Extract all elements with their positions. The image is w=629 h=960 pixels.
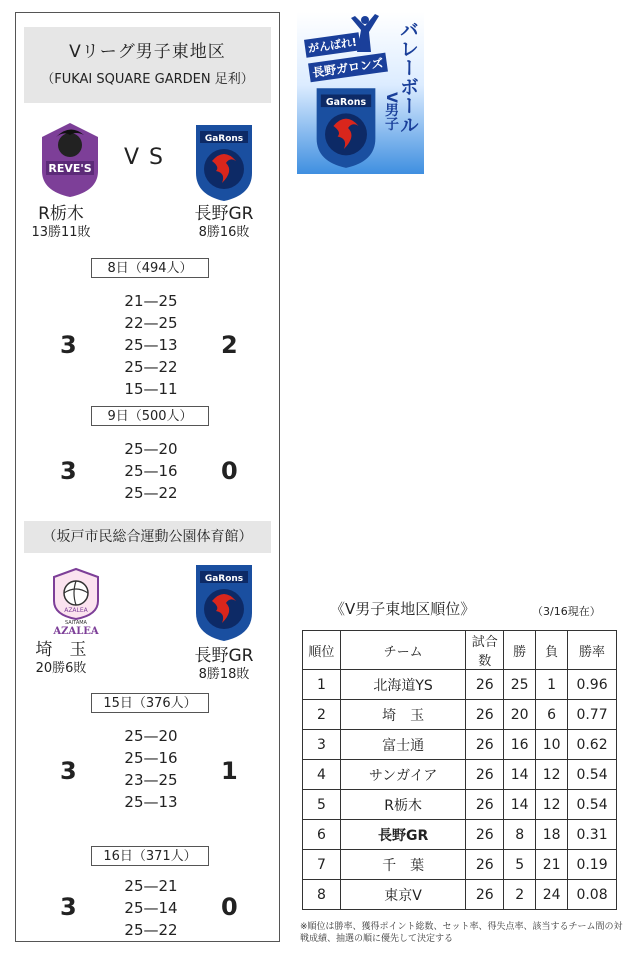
m1-day2-label: 9日（500人） xyxy=(91,406,209,426)
table-row xyxy=(303,790,617,820)
col-header: 順位 xyxy=(303,631,341,670)
cell: 0.19 xyxy=(568,850,617,880)
standings-date: （3/16現在） xyxy=(532,605,601,618)
set-score: 25—16 xyxy=(124,749,178,767)
table-row xyxy=(303,850,617,880)
cell: 1 xyxy=(536,670,568,700)
cell: 長野GR xyxy=(340,820,465,850)
m2-day1-home-score: 3 xyxy=(60,757,77,785)
cell: 0.31 xyxy=(568,820,617,850)
cell: 0.96 xyxy=(568,670,617,700)
cell: 18 xyxy=(536,820,568,850)
m1-day2-away-score: 0 xyxy=(221,457,238,485)
m1-home-record: 13勝11敗 xyxy=(31,225,91,240)
cell: 26 xyxy=(466,820,504,850)
col-header: チーム xyxy=(340,631,465,670)
cell: 7 xyxy=(303,850,341,880)
cell: 富士通 xyxy=(340,730,465,760)
m2-away-record: 8勝18敗 xyxy=(198,667,250,682)
col-header: 勝率 xyxy=(568,631,617,670)
m2-day1-label: 15日（376人） xyxy=(91,693,209,713)
set-score: 15—11 xyxy=(124,380,178,398)
m1-home-name: R栃木 xyxy=(38,204,84,224)
cell: 0.62 xyxy=(568,730,617,760)
league-title: Vリーグ男子東地区 xyxy=(69,42,226,62)
m1-away-name: 長野GR xyxy=(194,204,254,224)
m2-day2-label: 16日（371人） xyxy=(91,846,209,866)
m1-day2-home-score: 3 xyxy=(60,457,77,485)
set-score: 21—25 xyxy=(124,292,178,310)
svg-text:GaRons: GaRons xyxy=(325,96,367,108)
table-header-row xyxy=(303,631,617,670)
cell: R栃木 xyxy=(340,790,465,820)
m2-day1-sets xyxy=(111,725,191,813)
set-score: 23—25 xyxy=(124,771,178,789)
svg-text:SAITAMA: SAITAMA xyxy=(65,620,87,626)
cell: 6 xyxy=(536,700,568,730)
garons-logo xyxy=(192,121,256,207)
m2-home-record: 20勝6敗 xyxy=(35,661,87,676)
cell: サンガイア xyxy=(340,760,465,790)
cell: 16 xyxy=(504,730,536,760)
m1-away-record: 8勝16敗 xyxy=(198,225,250,240)
promo-vertical: バレーボール xyxy=(397,20,419,134)
m1-day1-label: 8日（494人） xyxy=(91,258,209,278)
cell: 4 xyxy=(303,760,341,790)
table-row xyxy=(303,880,617,910)
m2-home-name: 埼 玉 xyxy=(35,640,87,660)
cell: 1 xyxy=(303,670,341,700)
m1-day1-home-score: 3 xyxy=(60,331,77,359)
table-row xyxy=(303,700,617,730)
azalea-logo xyxy=(46,565,106,639)
promo-line1: がんばれ! xyxy=(304,32,361,57)
cell: 26 xyxy=(466,700,504,730)
table-row xyxy=(303,730,617,760)
vs-label: VS xyxy=(124,145,174,170)
cell: 12 xyxy=(536,790,568,820)
cell: 26 xyxy=(466,850,504,880)
cell: 8 xyxy=(303,880,341,910)
cell: 埼 玉 xyxy=(340,700,465,730)
svg-text:AZALEA: AZALEA xyxy=(64,607,88,614)
m2-day2-home-score: 3 xyxy=(60,893,77,921)
cell: 21 xyxy=(536,850,568,880)
m2-day2-away-score: 0 xyxy=(221,893,238,921)
cell: 0.77 xyxy=(568,700,617,730)
set-score: 25—22 xyxy=(124,921,178,939)
set-score: 25—13 xyxy=(124,336,178,354)
promo-line2: 長野ガロンズ xyxy=(308,53,388,83)
m1-day2-sets xyxy=(111,438,191,504)
cell: 5 xyxy=(303,790,341,820)
m2-day2-sets xyxy=(111,875,191,941)
cell: 0.54 xyxy=(568,790,617,820)
cell: 0.54 xyxy=(568,760,617,790)
svg-text:GaRons: GaRons xyxy=(204,134,244,144)
set-score: 25—20 xyxy=(124,727,178,745)
cell: 2 xyxy=(303,700,341,730)
cell: 3 xyxy=(303,730,341,760)
col-header: 負 xyxy=(536,631,568,670)
set-score: 25—22 xyxy=(124,484,178,502)
svg-text:AZALEA: AZALEA xyxy=(53,626,99,635)
cell: 6 xyxy=(303,820,341,850)
cell: 26 xyxy=(466,730,504,760)
cell: 12 xyxy=(536,760,568,790)
set-score: 25—22 xyxy=(124,358,178,376)
cell: 14 xyxy=(504,760,536,790)
cell: 千 葉 xyxy=(340,850,465,880)
cell: 24 xyxy=(536,880,568,910)
set-score: 22—25 xyxy=(124,314,178,332)
m2-away-name: 長野GR xyxy=(194,646,254,666)
standings-title: 《V男子東地区順位》 xyxy=(330,600,476,618)
garons-logo xyxy=(311,84,381,170)
set-score: 25—21 xyxy=(124,877,178,895)
cell: 0.08 xyxy=(568,880,617,910)
cell: 26 xyxy=(466,790,504,820)
cell: 26 xyxy=(466,880,504,910)
col-header: 勝 xyxy=(504,631,536,670)
set-score: 25—14 xyxy=(124,899,178,917)
col-header: 試合数 xyxy=(466,631,504,670)
m1-day1-away-score: 2 xyxy=(221,331,238,359)
cell: 東京V xyxy=(340,880,465,910)
cell: 10 xyxy=(536,730,568,760)
cell: 20 xyxy=(504,700,536,730)
svg-text:GaRons: GaRons xyxy=(204,574,244,584)
table-row-highlight xyxy=(303,820,617,850)
set-score: 25—16 xyxy=(124,462,178,480)
table-row xyxy=(303,670,617,700)
garons-logo xyxy=(192,561,256,647)
venue-1: （FUKAI SQUARE GARDEN 足利） xyxy=(41,72,254,87)
cell: 26 xyxy=(466,760,504,790)
cell: 5 xyxy=(504,850,536,880)
venue-2: （坂戸市民総合運動公園体育館） xyxy=(24,521,271,553)
reves-logo xyxy=(38,121,102,203)
svg-text:REVE'S: REVE'S xyxy=(48,162,92,175)
set-score: 25—20 xyxy=(124,440,178,458)
cell: 26 xyxy=(466,670,504,700)
cell: 2 xyxy=(504,880,536,910)
cell: 25 xyxy=(504,670,536,700)
standings-note: ※順位は勝率、獲得ポイント総数、セット率、得失点率、該当するチーム間の対戦成績、抽選の順に優先して決定する xyxy=(300,922,623,944)
table-row xyxy=(303,760,617,790)
cell: 8 xyxy=(504,820,536,850)
promo-sub: V男子 xyxy=(383,92,399,131)
results-panel xyxy=(15,12,280,942)
cell: 北海道YS xyxy=(340,670,465,700)
m2-day1-away-score: 1 xyxy=(221,757,238,785)
cell: 14 xyxy=(504,790,536,820)
promo-banner xyxy=(297,12,424,174)
set-score: 25—13 xyxy=(124,793,178,811)
standings-table xyxy=(302,630,617,910)
m1-day1-sets xyxy=(111,290,191,400)
league-header xyxy=(24,27,271,103)
